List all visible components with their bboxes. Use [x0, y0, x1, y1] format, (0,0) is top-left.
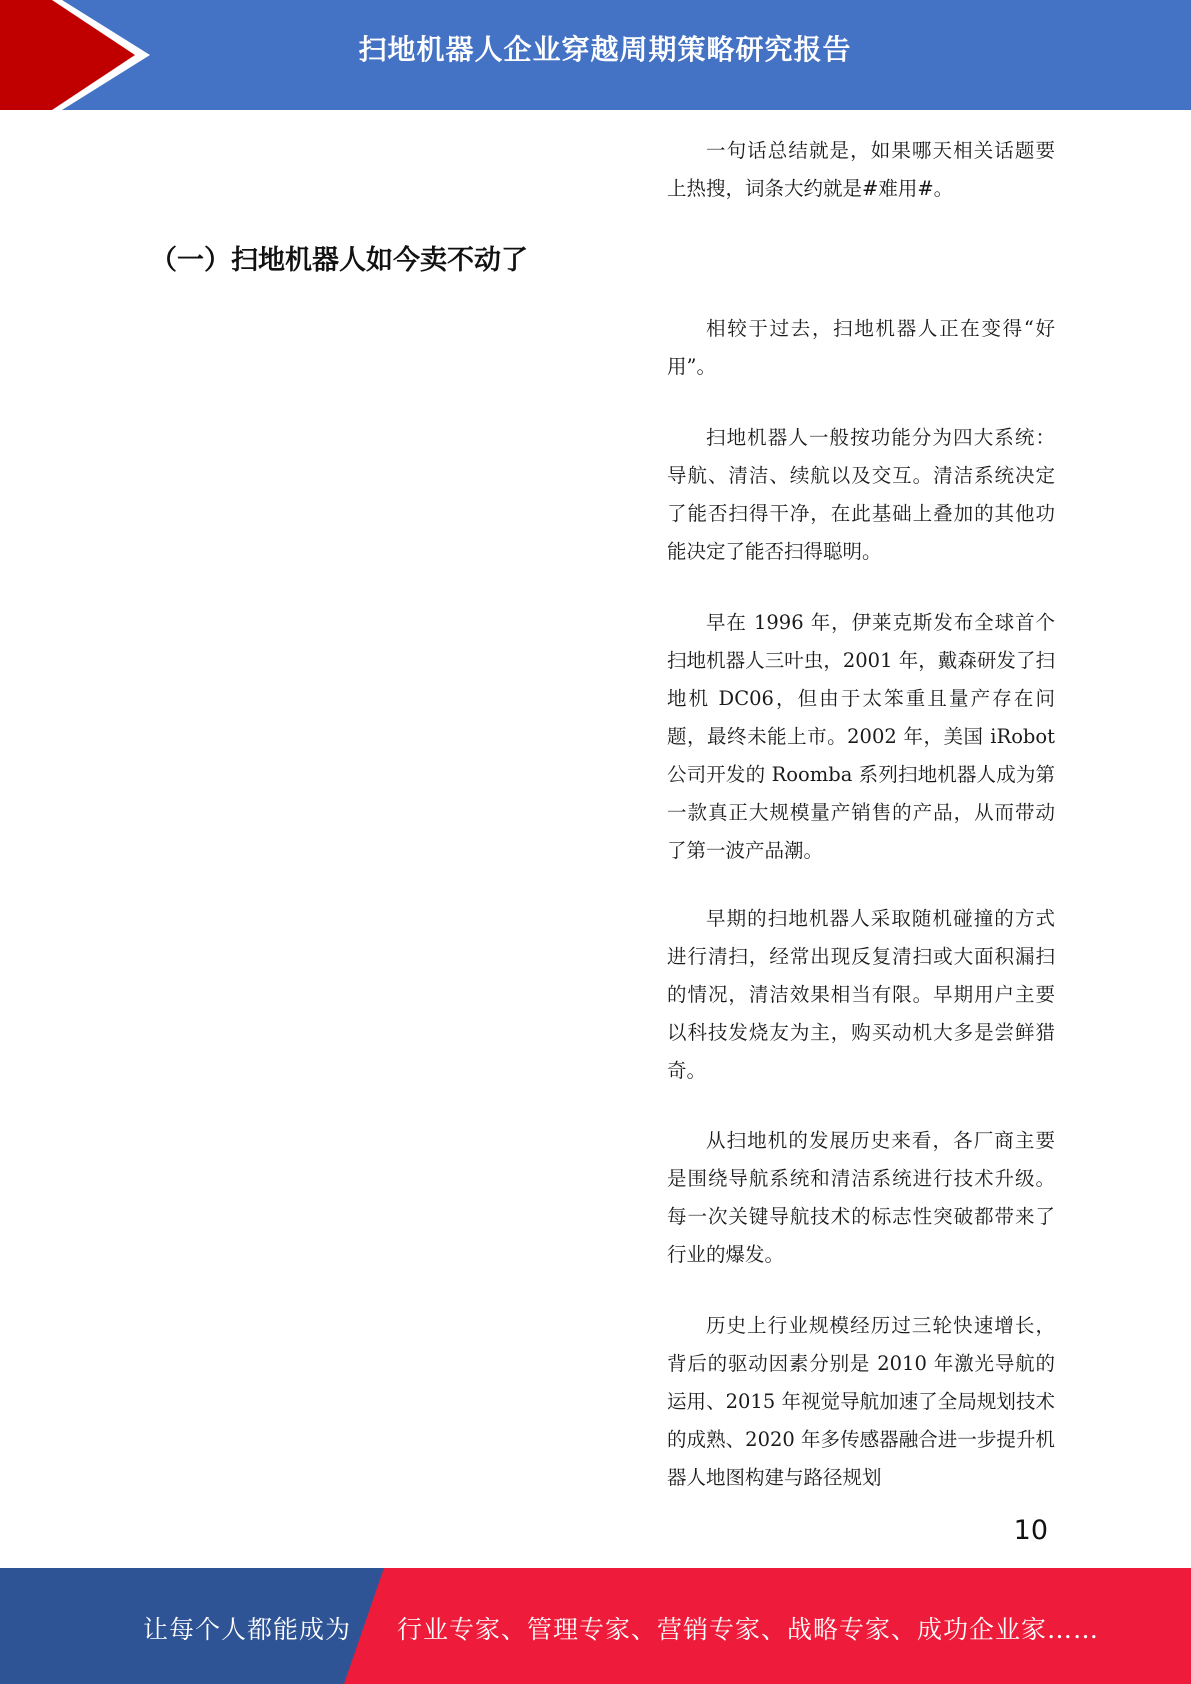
paragraph-text: 早期的扫地机器人采取随机碰撞的方式进行清扫，经常出现反复清扫或大面积漏扫的情况，清洁效果相当有限。早期用户主要以科技发烧友为主，购买动机大多是尝鲜猎奇。 — [667, 907, 1055, 1082]
page-number: 10 — [1013, 1515, 1048, 1546]
paragraph-text: 一句话总结就是，如果哪天相关话题要上热搜，词条大约就是#难用#。 — [667, 139, 1055, 200]
paragraph-text: 从扫地机的发展历史来看，各厂商主要是围绕导航系统和清洁系统进行技术升级。每一次关键导航技术的标志性突破都带来了行业的爆发。 — [667, 1129, 1055, 1266]
footer-slogan-left: 让每个人都能成为 — [143, 1615, 352, 1644]
page-header — [0, 0, 1191, 110]
footer-slogan-right: 行业专家、管理专家、营销专家、战略专家、成功企业家…… — [397, 1615, 1100, 1644]
paragraph-growth-waves — [667, 1307, 1055, 1497]
report-title: 扫地机器人企业穿越周期策略研究报告 — [358, 33, 852, 66]
paragraph-text: 扫地机器人一般按功能分为四大系统：导航、清洁、续航以及交互。清洁系统决定了能否扫得干净，在此基础上叠加的其他功能决定了能否扫得聪明。 — [667, 426, 1055, 563]
paragraph-text: 历史上行业规模经历过三轮快速增长，背后的驱动因素分别是 2010 年激光导航的运用、2015 年视觉导航加速了全局规划技术的成熟、2020 年多传感器融合进一步提升机器人地图构建与路径规划 — [667, 1314, 1055, 1489]
paragraph-early-robots — [667, 900, 1055, 1090]
paragraph-better-use — [667, 310, 1055, 386]
section-heading: （一）扫地机器人如今卖不动了 — [150, 245, 528, 276]
paragraph-tech-upgrades — [667, 1122, 1055, 1274]
paragraph-text: 早在 1996 年，伊莱克斯发布全球首个扫地机器人三叶虫，2001 年，戴森研发了扫地机 DC06，但由于太笨重且量产存在问题，最终未能上市。2002 年，美国 iRobot 公司开发的 Roomba 系列扫地机器人成为第一款真正大规模量产销售的产品，从而带动了第一波产品潮。 — [667, 611, 1055, 862]
paragraph-summary — [667, 132, 1055, 208]
paragraph-history — [667, 604, 1055, 870]
paragraph-four-systems — [667, 419, 1055, 571]
paragraph-text: 相较于过去，扫地机器人正在变得“好用”。 — [667, 317, 1055, 378]
page-footer — [0, 1568, 1191, 1684]
